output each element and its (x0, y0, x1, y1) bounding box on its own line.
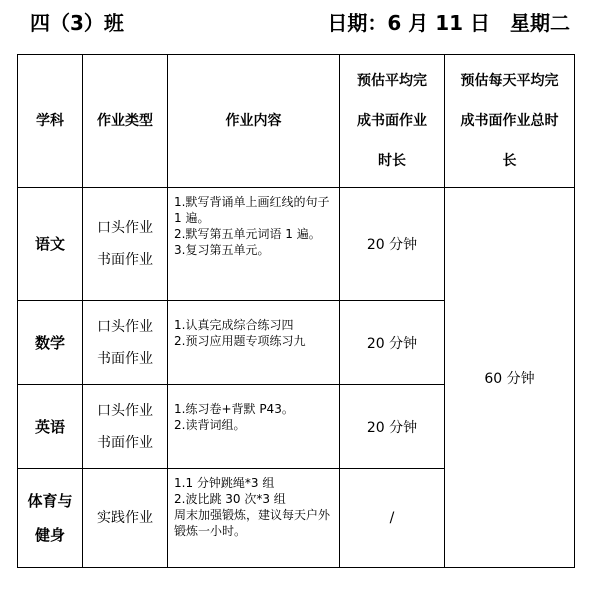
time-cell: / (340, 469, 445, 568)
type-cell: 口头作业 书面作业 (83, 188, 168, 301)
col-header-type: 作业类型 (83, 55, 168, 188)
col-header-avg-time: 预估平均完 成书面作业 时长 (340, 55, 445, 188)
col-header-daily-total: 预估每天平均完 成书面作业总时 长 (445, 55, 575, 188)
time-cell: 20 分钟 (340, 188, 445, 301)
table-row-chinese (18, 188, 575, 301)
type-cell: 口头作业 书面作业 (83, 301, 168, 385)
subject-cell: 数学 (18, 301, 83, 385)
col-header-subject: 学科 (18, 55, 83, 188)
subject-cell: 英语 (18, 385, 83, 469)
content-cell: 1.1 分钟跳绳*3 组 2.波比跳 30 次*3 组 周末加强锻炼，建议每天户外锻炼一小时。 (168, 469, 340, 568)
homework-table (17, 54, 575, 568)
type-cell: 实践作业 (83, 469, 168, 568)
time-cell: 20 分钟 (340, 385, 445, 469)
content-cell: 1.认真完成综合练习四 2.预习应用题专项练习九 (168, 301, 340, 385)
time-cell: 20 分钟 (340, 301, 445, 385)
table-header-row (18, 55, 575, 188)
daily-total-cell: 60 分钟 (445, 188, 575, 568)
content-cell: 1.练习卷+背默 P43。 2.读背词组。 (168, 385, 340, 469)
type-cell: 口头作业 书面作业 (83, 385, 168, 469)
col-header-content: 作业内容 (168, 55, 340, 188)
date-label: 日期：6 月 11 日 星期二 (327, 11, 570, 35)
class-label: 四（3）班 (30, 11, 124, 35)
subject-cell: 语文 (18, 188, 83, 301)
subject-cell: 体育与 健身 (18, 469, 83, 568)
content-cell: 1.默写背诵单上画红线的句子 1 遍。 2.默写第五单元词语 1 遍。 3.复习第五单元。 (168, 188, 340, 301)
